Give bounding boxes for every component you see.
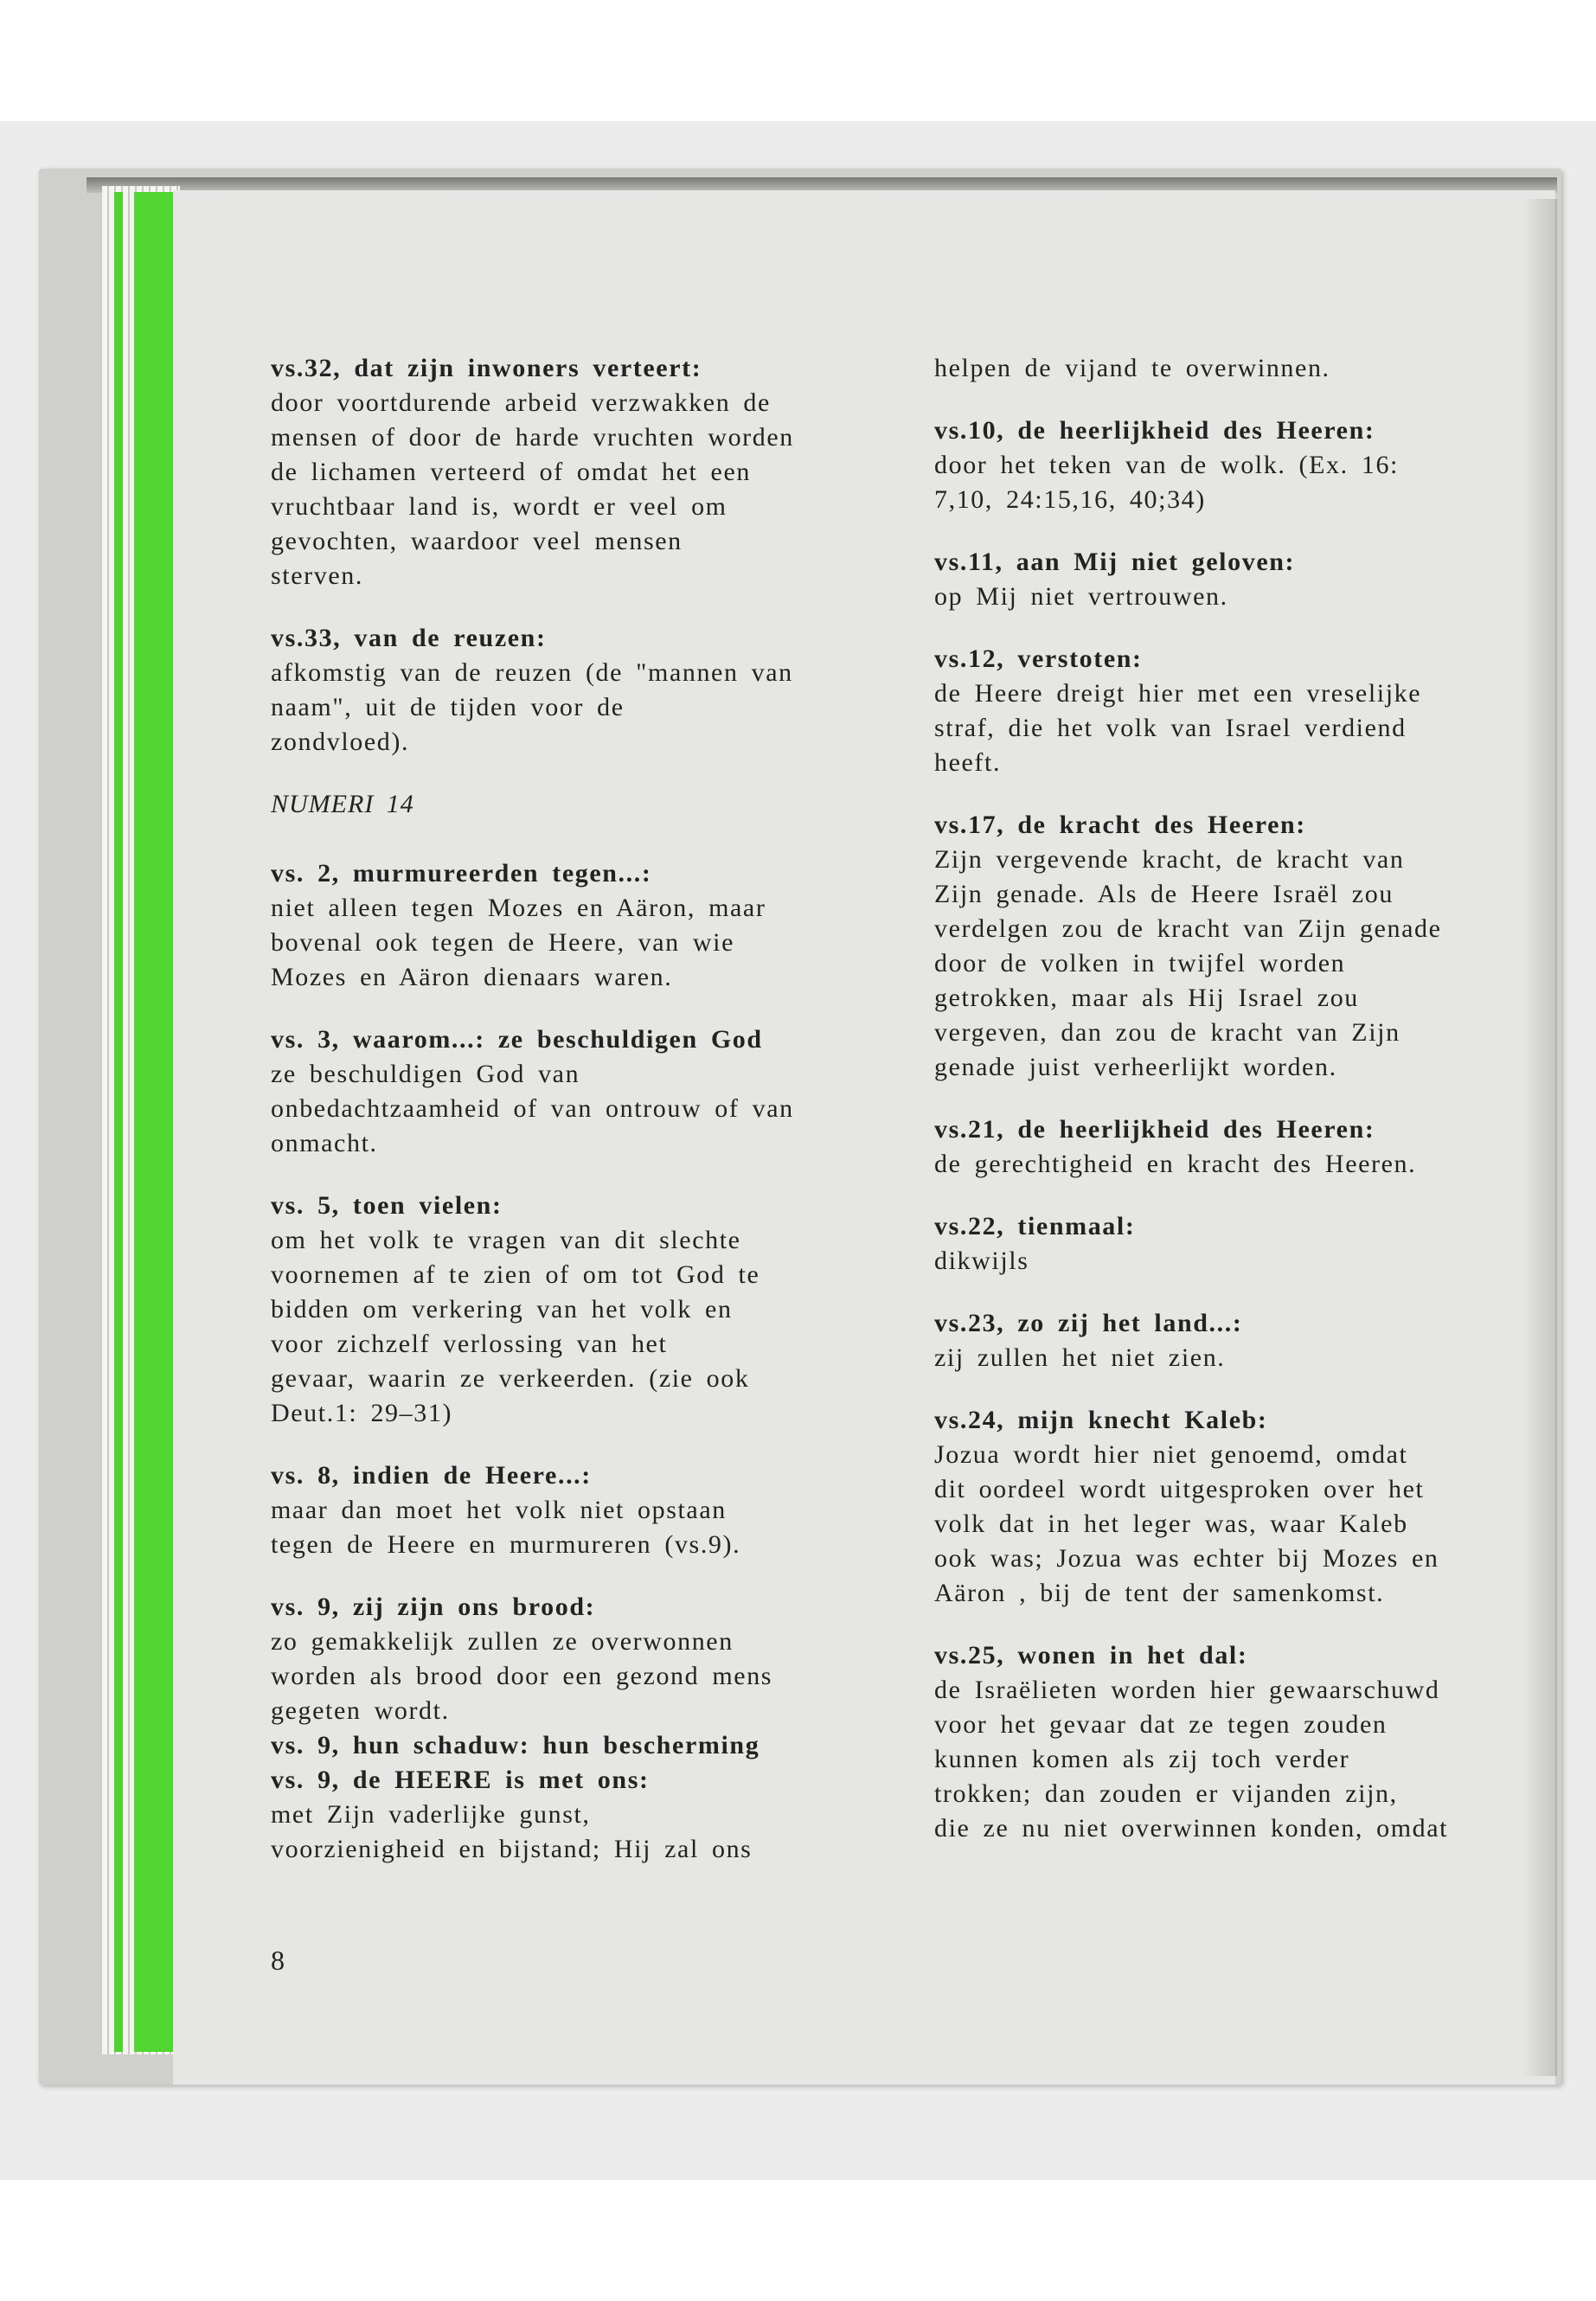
- note-entry: [934, 642, 1548, 780]
- note-entry: [934, 1209, 1548, 1279]
- right-column: [934, 351, 1548, 1874]
- note-entry: [271, 1458, 911, 1562]
- note-line: trokken; dan zouden er vijanden zijn,: [934, 1779, 1398, 1808]
- note-line: ook was; Jozua was echter bij Mozes en: [934, 1544, 1439, 1573]
- note-line: dit oordeel wordt uitgesproken over het: [934, 1475, 1425, 1503]
- note-entry: [934, 1112, 1548, 1182]
- note-line: vruchtbaar land is, wordt er veel om: [271, 492, 727, 521]
- note-line: gevochten, waardoor veel mensen: [271, 527, 683, 555]
- note-line: Zijn genade. Als de Heere Israël zou: [934, 880, 1394, 908]
- note-line: ze beschuldigen God van: [271, 1060, 580, 1088]
- note-heading: vs. 9, de HEERE is met ons:: [271, 1766, 650, 1794]
- note-entry: [934, 351, 1548, 386]
- note-entry: [934, 413, 1548, 517]
- note-line: door de volken in twijfel worden: [934, 949, 1346, 977]
- note-line: niet alleen tegen Mozes en Aäron, maar: [271, 894, 766, 922]
- note-heading: vs.22, tienmaal:: [934, 1212, 1136, 1240]
- note-line: tegen de Heere en murmureren (vs.9).: [271, 1530, 741, 1559]
- note-line: onbedachtzaamheid of van ontrouw of van: [271, 1094, 794, 1123]
- note-line: volk dat in het leger was, waar Kaleb: [934, 1509, 1408, 1538]
- note-entry: [271, 621, 911, 760]
- note-line: genade juist verheerlijkt worden.: [934, 1053, 1337, 1081]
- note-line: Deut.1: 29–31): [271, 1399, 453, 1427]
- note-entry: [271, 1189, 911, 1431]
- note-heading: vs.17, de kracht des Heeren:: [934, 811, 1306, 839]
- note-line: heeft.: [934, 748, 1002, 777]
- note-line: bovenal ook tegen de Heere, van wie: [271, 928, 734, 957]
- note-heading: vs.12, verstoten:: [934, 644, 1143, 673]
- note-line: voorzienigheid en bijstand; Hij zal ons: [271, 1835, 753, 1863]
- note-line: om het volk te vragen van dit slechte: [271, 1226, 741, 1254]
- note-heading: vs.33, van de reuzen:: [271, 624, 547, 652]
- note-entry: [934, 1306, 1548, 1375]
- note-entry: [934, 545, 1548, 614]
- note-line: voor zichzelf verlossing van het: [271, 1330, 668, 1358]
- note-line: gevaar, waarin ze verkeerden. (zie ook: [271, 1364, 750, 1393]
- note-heading: vs.32, dat zijn inwoners verteert:: [271, 354, 702, 382]
- note-entry: [271, 351, 911, 593]
- note-line: Aäron , bij de tent der samenkomst.: [934, 1579, 1385, 1607]
- note-line: zo gemakkelijk zullen ze overwonnen: [271, 1627, 734, 1656]
- note-heading: vs. 3, waarom...: ze beschuldigen God: [271, 1025, 763, 1054]
- note-line: door het teken van de wolk. (Ex. 16:: [934, 451, 1399, 479]
- note-line: 7,10, 24:15,16, 40;34): [934, 485, 1206, 514]
- note-line: Mozes en Aäron dienaars waren.: [271, 963, 673, 991]
- note-line: sterven.: [271, 561, 363, 590]
- note-line: op Mij niet vertrouwen.: [934, 582, 1228, 611]
- note-line: de gerechtigheid en kracht des Heeren.: [934, 1150, 1417, 1178]
- note-entry: [934, 808, 1548, 1085]
- note-line: getrokken, maar als Hij Israel zou: [934, 984, 1359, 1012]
- note-heading: vs.11, aan Mij niet geloven:: [934, 548, 1296, 576]
- note-entry: [271, 1590, 911, 1728]
- note-line: die ze nu niet overwinnen konden, omdat: [934, 1814, 1449, 1843]
- left-column: [271, 351, 911, 1894]
- note-line: maar dan moet het volk niet opstaan: [271, 1496, 727, 1524]
- note-line: vergeven, dan zou de kracht van Zijn: [934, 1018, 1401, 1047]
- note-line: afkomstig van de reuzen (de "mannen van: [271, 658, 793, 687]
- note-line: de Israëlieten worden hier gewaarschuwd: [934, 1676, 1440, 1704]
- note-line: zij zullen het niet zien.: [934, 1343, 1226, 1372]
- note-entry: [271, 856, 911, 995]
- note-entry: [271, 1763, 911, 1867]
- note-line: bidden om verkering van het volk en: [271, 1295, 733, 1324]
- note-line: de Heere dreigt hier met een vreselijke: [934, 679, 1422, 708]
- note-line: helpen de vijand te overwinnen.: [934, 354, 1330, 382]
- note-heading: vs.24, mijn knecht Kaleb:: [934, 1406, 1268, 1434]
- section-title: NUMERI 14: [271, 790, 414, 818]
- page-number: 8: [271, 1945, 285, 1976]
- note-line: Jozua wordt hier niet genoemd, omdat: [934, 1440, 1408, 1469]
- note-heading: vs. 9, hun schaduw: hun bescherming: [271, 1731, 760, 1759]
- note-line: onmacht.: [271, 1129, 378, 1157]
- note-line: de lichamen verteerd of omdat het een: [271, 458, 751, 486]
- note-heading: vs.10, de heerlijkheid des Heeren:: [934, 416, 1375, 445]
- note-heading: vs.25, wonen in het dal:: [934, 1641, 1248, 1670]
- note-line: Zijn vergevende kracht, de kracht van: [934, 845, 1405, 874]
- note-line: verdelgen zou de kracht van Zijn genade: [934, 914, 1442, 943]
- note-line: voornemen af te zien of om tot God te: [271, 1260, 760, 1289]
- note-heading: vs. 5, toen vielen:: [271, 1191, 503, 1220]
- note-line: zondvloed).: [271, 727, 410, 756]
- green-tab: [134, 192, 174, 2052]
- note-line: met Zijn vaderlijke gunst,: [271, 1800, 591, 1829]
- note-line: worden als brood door een gezond mens: [271, 1662, 773, 1690]
- note-line: gegeten wordt.: [271, 1696, 450, 1725]
- note-entry: [934, 1403, 1548, 1611]
- note-line: kunnen komen als zij toch verder: [934, 1745, 1350, 1773]
- note-heading: vs.23, zo zij het land...:: [934, 1309, 1243, 1337]
- note-heading: vs. 2, murmureerden tegen...:: [271, 859, 652, 888]
- note-entry: [934, 1638, 1548, 1846]
- note-entry: [271, 1022, 911, 1161]
- note-heading: vs. 8, indien de Heere...:: [271, 1461, 592, 1490]
- note-line: straf, die het volk van Israel verdiend: [934, 714, 1407, 742]
- note-line: door voortdurende arbeid verzwakken de: [271, 388, 771, 417]
- note-line: mensen of door de harde vruchten worden: [271, 423, 794, 452]
- note-line: naam", uit de tijden voor de: [271, 693, 625, 721]
- note-heading: vs.21, de heerlijkheid des Heeren:: [934, 1115, 1375, 1144]
- note-line: voor het gevaar dat ze tegen zouden: [934, 1710, 1388, 1739]
- green-tab-stripe: [114, 192, 123, 2052]
- note-entry: [271, 1728, 911, 1763]
- note-line: dikwijls: [934, 1247, 1029, 1275]
- note-heading: vs. 9, zij zijn ons brood:: [271, 1593, 596, 1621]
